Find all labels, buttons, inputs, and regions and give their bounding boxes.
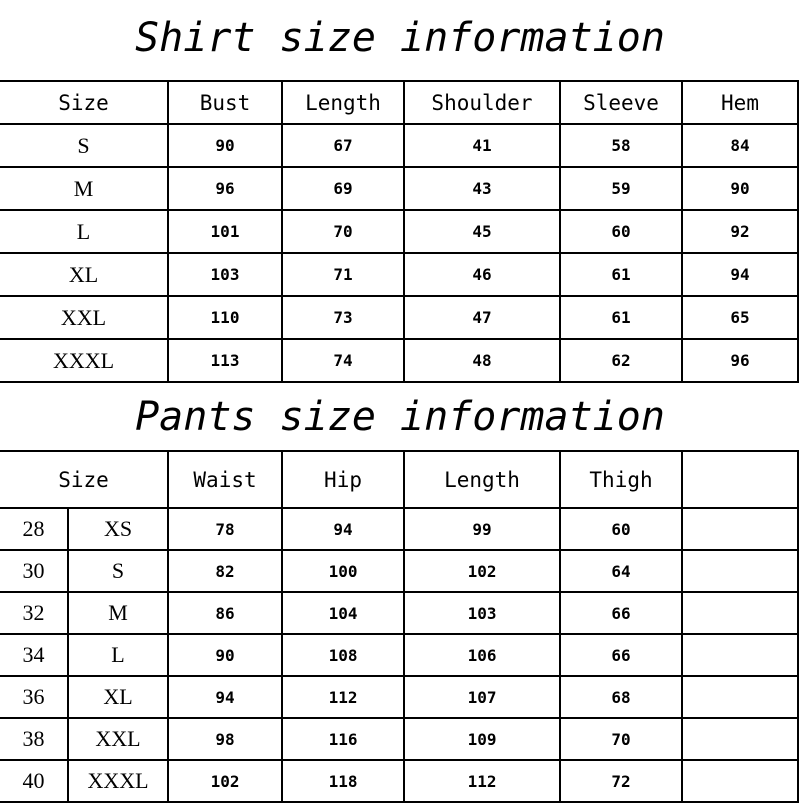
hip-cell: 116 xyxy=(282,718,404,760)
table-row xyxy=(0,296,798,339)
length-cell: 112 xyxy=(404,760,560,802)
size-cell: XXXL xyxy=(68,760,168,802)
thigh-cell: 70 xyxy=(560,718,682,760)
length-cell: 109 xyxy=(404,718,560,760)
header-hem: Hem xyxy=(682,81,798,124)
size-cell: XS xyxy=(68,508,168,550)
length-cell: 69 xyxy=(282,167,404,210)
thigh-cell: 60 xyxy=(560,508,682,550)
hem-cell: 96 xyxy=(682,339,798,382)
length-cell: 67 xyxy=(282,124,404,167)
shirt-size-table xyxy=(0,80,799,383)
hem-cell: 65 xyxy=(682,296,798,339)
size-cell: M xyxy=(68,592,168,634)
sleeve-cell: 61 xyxy=(560,296,682,339)
table-row xyxy=(0,760,798,802)
waist-cell: 98 xyxy=(168,718,282,760)
sleeve-cell: 60 xyxy=(560,210,682,253)
table-row xyxy=(0,167,798,210)
waist-cell: 82 xyxy=(168,550,282,592)
thigh-cell: 66 xyxy=(560,592,682,634)
waist-number-cell: 40 xyxy=(0,760,68,802)
waist-cell: 102 xyxy=(168,760,282,802)
hem-cell: 90 xyxy=(682,167,798,210)
shoulder-cell: 45 xyxy=(404,210,560,253)
hip-cell: 118 xyxy=(282,760,404,802)
header-bust: Bust xyxy=(168,81,282,124)
table-row xyxy=(0,508,798,550)
hem-cell: 94 xyxy=(682,253,798,296)
bust-cell: 110 xyxy=(168,296,282,339)
header-size: Size xyxy=(0,81,168,124)
sleeve-cell: 61 xyxy=(560,253,682,296)
header-sleeve: Sleeve xyxy=(560,81,682,124)
shoulder-cell: 48 xyxy=(404,339,560,382)
sleeve-cell: 58 xyxy=(560,124,682,167)
waist-number-cell: 32 xyxy=(0,592,68,634)
table-row xyxy=(0,592,798,634)
header-length: Length xyxy=(404,451,560,508)
header-empty xyxy=(682,451,798,508)
size-cell: XL xyxy=(68,676,168,718)
table-row xyxy=(0,634,798,676)
shoulder-cell: 41 xyxy=(404,124,560,167)
waist-number-cell: 30 xyxy=(0,550,68,592)
bust-cell: 96 xyxy=(168,167,282,210)
table-row xyxy=(0,253,798,296)
bust-cell: 113 xyxy=(168,339,282,382)
empty-cell xyxy=(682,508,798,550)
table-row xyxy=(0,676,798,718)
hip-cell: 108 xyxy=(282,634,404,676)
length-cell: 73 xyxy=(282,296,404,339)
header-length: Length xyxy=(282,81,404,124)
empty-cell xyxy=(682,634,798,676)
thigh-cell: 66 xyxy=(560,634,682,676)
shirt-size-title: Shirt size information xyxy=(135,15,665,61)
length-cell: 103 xyxy=(404,592,560,634)
table-row xyxy=(0,210,798,253)
hip-cell: 100 xyxy=(282,550,404,592)
header-waist: Waist xyxy=(168,451,282,508)
table-header-row xyxy=(0,451,798,508)
header-shoulder: Shoulder xyxy=(404,81,560,124)
header-size: Size xyxy=(0,451,168,508)
pants-size-table xyxy=(0,450,799,803)
size-cell: M xyxy=(0,167,168,210)
size-cell: XXL xyxy=(68,718,168,760)
empty-cell xyxy=(682,676,798,718)
table-row xyxy=(0,550,798,592)
empty-cell xyxy=(682,550,798,592)
length-cell: 70 xyxy=(282,210,404,253)
shoulder-cell: 43 xyxy=(404,167,560,210)
waist-number-cell: 28 xyxy=(0,508,68,550)
hip-cell: 104 xyxy=(282,592,404,634)
length-cell: 99 xyxy=(404,508,560,550)
waist-cell: 86 xyxy=(168,592,282,634)
table-header-row xyxy=(0,81,798,124)
sleeve-cell: 59 xyxy=(560,167,682,210)
length-cell: 106 xyxy=(404,634,560,676)
header-thigh: Thigh xyxy=(560,451,682,508)
size-cell: S xyxy=(0,124,168,167)
table-row xyxy=(0,124,798,167)
length-cell: 107 xyxy=(404,676,560,718)
pants-size-title: Pants size information xyxy=(135,394,665,440)
hem-cell: 92 xyxy=(682,210,798,253)
shoulder-cell: 46 xyxy=(404,253,560,296)
size-cell: L xyxy=(68,634,168,676)
empty-cell xyxy=(682,718,798,760)
waist-number-cell: 34 xyxy=(0,634,68,676)
waist-cell: 94 xyxy=(168,676,282,718)
size-cell: XL xyxy=(0,253,168,296)
thigh-cell: 64 xyxy=(560,550,682,592)
thigh-cell: 68 xyxy=(560,676,682,718)
size-cell: XXL xyxy=(0,296,168,339)
sleeve-cell: 62 xyxy=(560,339,682,382)
size-cell: S xyxy=(68,550,168,592)
table-row xyxy=(0,339,798,382)
length-cell: 102 xyxy=(404,550,560,592)
waist-number-cell: 36 xyxy=(0,676,68,718)
size-cell: L xyxy=(0,210,168,253)
waist-cell: 90 xyxy=(168,634,282,676)
hip-cell: 112 xyxy=(282,676,404,718)
shoulder-cell: 47 xyxy=(404,296,560,339)
bust-cell: 101 xyxy=(168,210,282,253)
waist-number-cell: 38 xyxy=(0,718,68,760)
size-cell: XXXL xyxy=(0,339,168,382)
length-cell: 71 xyxy=(282,253,404,296)
table-row xyxy=(0,718,798,760)
waist-cell: 78 xyxy=(168,508,282,550)
thigh-cell: 72 xyxy=(560,760,682,802)
hem-cell: 84 xyxy=(682,124,798,167)
empty-cell xyxy=(682,760,798,802)
bust-cell: 90 xyxy=(168,124,282,167)
hip-cell: 94 xyxy=(282,508,404,550)
empty-cell xyxy=(682,592,798,634)
length-cell: 74 xyxy=(282,339,404,382)
header-hip: Hip xyxy=(282,451,404,508)
bust-cell: 103 xyxy=(168,253,282,296)
